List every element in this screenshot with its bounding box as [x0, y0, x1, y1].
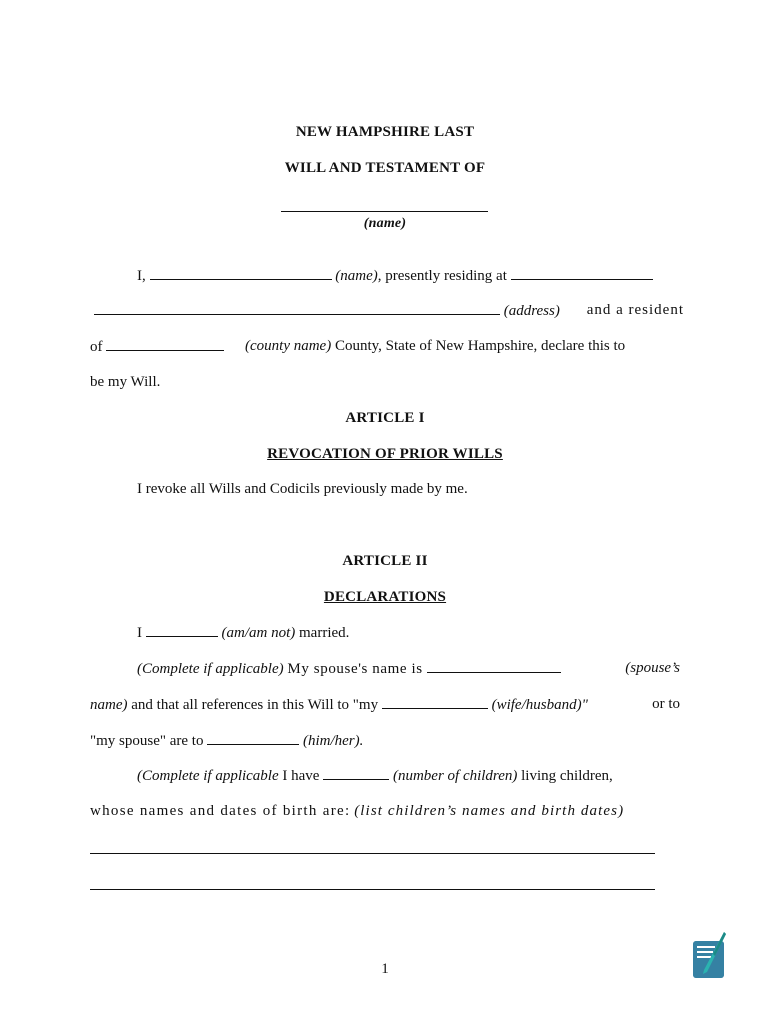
married-label: (am/am not): [221, 625, 296, 641]
intro-county-group: [245, 338, 625, 355]
article-2-subheading: DECLARATIONS: [323, 589, 447, 605]
children-list-field-2[interactable]: [90, 889, 655, 890]
wife-husband-field[interactable]: [382, 696, 488, 709]
married-status-field[interactable]: [146, 624, 218, 637]
children-i-have: I have: [282, 768, 320, 784]
document-logo-icon: [693, 932, 726, 978]
wife-label: (wife/husband)": [491, 697, 588, 713]
him-her-label: (him/her).: [302, 733, 364, 749]
intro-line-1: [137, 267, 653, 285]
intro-address-label: (address): [503, 303, 560, 319]
intro-name-label: (name): [335, 268, 378, 284]
spouse-line-1: [137, 660, 680, 678]
whose-names: whose names and dates of birth are:: [90, 803, 351, 819]
or-to: or to: [652, 696, 680, 712]
list-label: (list children’s names and birth dates): [354, 803, 625, 819]
spouse-label-2: name): [90, 697, 128, 713]
spouse-name-field[interactable]: [427, 660, 561, 673]
intro-and-resident: and a resident: [586, 302, 684, 318]
residence-field[interactable]: [511, 267, 653, 280]
him-her-field[interactable]: [207, 732, 299, 745]
spouse-line-3: [90, 732, 363, 750]
children-line-2: [90, 803, 670, 820]
intro-county-rest: County, State of New Hampshire, declare this to: [334, 338, 626, 354]
number-children-field[interactable]: [323, 767, 389, 780]
article-2-heading: ARTICLE II: [342, 553, 428, 569]
married-i: I: [137, 625, 142, 641]
article-1-subheading: REVOCATION OF PRIOR WILLS: [267, 446, 503, 462]
spouse-label: (spouse’s: [625, 660, 680, 676]
intro-line-2: [94, 302, 684, 320]
county-field[interactable]: [106, 338, 224, 351]
intro-county-label: (county name): [245, 338, 332, 354]
address-field[interactable]: [94, 302, 500, 315]
intro-of: of: [90, 339, 103, 355]
children-label: (number of children): [392, 768, 518, 784]
title-line-2: WILL AND TESTAMENT OF: [284, 160, 486, 176]
my-spouse: "my spouse" are to: [90, 733, 204, 749]
children-prefix: (Complete if applicable: [137, 768, 279, 784]
children-list-field-1[interactable]: [90, 853, 655, 854]
intro-line-3: [90, 338, 684, 356]
page-number: 1: [381, 961, 389, 977]
spouse-line-2: [90, 696, 680, 714]
title-name-label: (name): [363, 216, 407, 231]
testator-name-field[interactable]: [150, 267, 332, 280]
spouse-refs: and that all references in this Will to "my: [131, 697, 379, 713]
article-1-heading: ARTICLE I: [345, 410, 425, 426]
testator-name-blank[interactable]: [281, 211, 488, 212]
married-line: [137, 624, 349, 642]
children-line-1: [137, 767, 613, 785]
intro-i: I,: [137, 268, 146, 284]
intro-residing: , presently residing at: [377, 268, 507, 284]
title-line-1: NEW HAMPSHIRE LAST: [295, 124, 475, 140]
children-rest: living children,: [521, 768, 613, 784]
article-1-text: I revoke all Wills and Codicils previously made by me.: [137, 481, 468, 497]
married-rest: married.: [299, 625, 350, 641]
spouse-text: My spouse's name is: [287, 661, 423, 677]
spouse-prefix: (Complete if applicable): [137, 661, 284, 677]
intro-be-will: be my Will.: [90, 374, 161, 390]
